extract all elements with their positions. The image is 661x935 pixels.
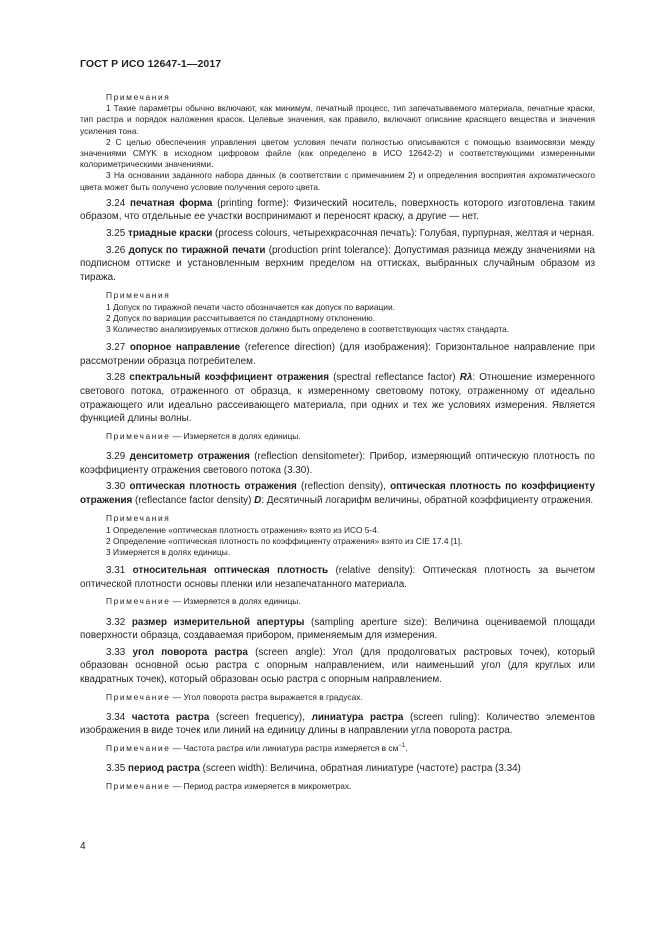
- note-text: — Частота растра или линиатура растра измеряется в см: [170, 742, 399, 753]
- term-definition: (production print tolerance): Допустимая разница между значениями на подписном оттиске и установленным верхним пределом на оттисках, выбранных случайным образом из тиража.: [80, 244, 595, 283]
- note-item: 1 Определение «оптическая плотность отражения» взято из ИСО 5-4.: [106, 524, 380, 535]
- term-name: денситометр отражения: [129, 450, 250, 462]
- note-item: 2 Определение «оптическая плотность по коэффициенту отражения» взято из CIE 17.4 [1].: [106, 535, 463, 546]
- term-definition: : Отношение измеренного светового потока, отраженного от образца, к измеренному световому потоку, отраженному от идеально отражающего или идеально рассеивающего материала, при одних и тех же условиях измерения. Является функцией длины волны.: [80, 372, 595, 425]
- note-3-34: [80, 743, 595, 754]
- term-name: оптическая плотность отражения: [129, 481, 297, 493]
- page-content: [80, 92, 595, 800]
- term-number: 3.33: [106, 646, 126, 658]
- page-number: 4: [80, 841, 86, 852]
- term-name: относительная оптическая плотность: [132, 565, 329, 577]
- term-number: 3.35: [106, 763, 126, 775]
- term-symbol: Rλ: [459, 372, 473, 384]
- term-name: опорное направление: [129, 342, 241, 354]
- term-english: (screen frequency),: [209, 711, 312, 723]
- term-3-25: [80, 227, 595, 241]
- term-number: 3.32: [106, 616, 126, 628]
- term-symbol: D: [254, 494, 262, 506]
- note-end: .: [405, 742, 408, 753]
- term-definition: : Десятичный логарифм величины, обратной коэффициенту отражения.: [261, 494, 594, 506]
- note-superscript: −1: [398, 743, 406, 750]
- note-item: 2 Допуск по вариации рассчитывается по стандартному отклонению.: [106, 312, 376, 323]
- note-3-33: [80, 692, 595, 703]
- notes-heading: Примечания: [106, 290, 171, 301]
- term-number: 3.25: [106, 228, 126, 240]
- term-definition: (process colours, четырехкрасочная печать): Голубая, пурпурная, желтая и черная.: [212, 228, 595, 240]
- term-3-27: [80, 341, 595, 368]
- term-number: 3.24: [106, 197, 126, 209]
- note-label: Примечание: [106, 691, 171, 702]
- term-name: угол поворота растра: [132, 646, 248, 658]
- note-text: — Измеряется в долях единицы.: [170, 430, 301, 441]
- term-definition: (reflection densitometer): Прибор, измеряющий оптическую плотность по коэффициенту отражения светового потока (3.30).: [80, 450, 596, 476]
- document-header: ГОСТ Р ИСО 12647-1—2017: [80, 58, 222, 70]
- note-item: 3 На основании заданного набора данных (в соответствии с примечанием 2) и определения восприятия ахроматического цвета может быть получено условие получения серого цвета.: [80, 170, 595, 192]
- term-english: (reflection density),: [296, 481, 391, 493]
- note-label: Примечание: [106, 742, 171, 753]
- term-3-31: [80, 564, 595, 591]
- term-3-30: [80, 480, 595, 507]
- term-definition: (reference direction) (для изображения): Горизонтальное направление при рассмотрении образца потребителем.: [80, 342, 595, 367]
- term-number: 3.29: [106, 450, 126, 462]
- term-number: 3.27: [106, 342, 126, 354]
- term-number: 3.28: [106, 372, 126, 384]
- note-3-31: [80, 596, 595, 607]
- note-3-35: [80, 781, 595, 792]
- note-item: 3 Измеряется в долях единицы.: [106, 546, 231, 557]
- note-label: Примечание: [106, 596, 171, 607]
- term-name: частота растра: [131, 711, 210, 723]
- note-item: 1 Такие параметры обычно включают, как минимум, печатный процесс, тип запечатываемого материала, печатные краски, тип растра и порядок наложения красок. Целевые значения, как правило, включают описание красящего вещества и значения усиления тона.: [80, 103, 595, 136]
- note-item: 2 С целью обеспечения управления цветом условия печати полностью описываются с помощью взаимосвязи между значениями CMYK в исходном цифровом файле (как определено в ИСО 12642-2) и соответствующими измеренными колориметрическими значениями.: [80, 136, 595, 170]
- note-text: — Период растра измеряется в микрометрах.: [170, 780, 352, 791]
- term-definition: (screen ruling): Количество элементов изображения в виде точек или линий на единицу длины в направлении угла поворота растра.: [80, 711, 595, 737]
- term-3-33: [80, 646, 595, 687]
- note-text: — Угол поворота растра выражается в градусах.: [170, 691, 363, 702]
- term-number: 3.31: [106, 565, 126, 577]
- term-number: 3.26: [106, 244, 126, 256]
- notes-top: [80, 92, 595, 193]
- term-name: размер измерительной апертуры: [131, 616, 305, 628]
- note-label: Примечание: [106, 430, 171, 441]
- term-3-26: [80, 244, 595, 285]
- note-label: Примечание: [106, 780, 171, 791]
- term-definition: (screen width): Величина, обратная линиатуре (частоте) растра (3.34): [199, 763, 521, 775]
- term-definition: (relative density): Оптическая плотность за вычетом оптической плотности основы пленки или незапечатанного материала.: [80, 565, 595, 590]
- term-english-alt: (reflectance factor density): [132, 494, 255, 506]
- term-number: 3.34: [106, 711, 126, 723]
- term-name: триадные краски: [127, 228, 213, 240]
- term-name: период растра: [127, 763, 200, 775]
- notes-3-30: [80, 513, 595, 558]
- notes-heading: Примечания: [106, 92, 171, 102]
- notes-heading: Примечания: [106, 513, 171, 524]
- term-3-28: [80, 371, 595, 425]
- term-english: (spectral reflectance factor): [329, 372, 460, 384]
- term-3-29: [80, 450, 595, 477]
- term-definition: (printing forme): Физический носитель, поверхность которого изготовлена таким образом, что отдельные ее участки воспринимают и переносят краску, а другие — нет.: [80, 197, 595, 223]
- note-item: 3 Количество анализируемых оттисков должно быть определено в соответствующих частях стандарта.: [106, 324, 510, 334]
- term-3-24: [80, 197, 595, 224]
- term-3-34: [80, 711, 595, 738]
- notes-3-26: [80, 290, 595, 335]
- term-definition: (screen angle): Угол (для продолговатых растровых точек), который образован основной осью растра с опорным направлением, или наименьший угол (для круглых или квадратных точек), который образован осью растра с опорным направлением.: [80, 646, 595, 685]
- note-3-28: [80, 431, 595, 442]
- note-text: — Измеряется в долях единицы.: [170, 596, 301, 607]
- term-name-alt: линиатура растра: [311, 711, 404, 723]
- term-name-alt: оптическая плотность по коэффициенту отражения: [80, 481, 595, 506]
- term-definition: (sampling aperture size): Величина оцениваемой площади поверхности образца, создаваемая прибором, применяемым для измерения.: [80, 616, 595, 642]
- note-item: 1 Допуск по тиражной печати часто обозначается как допуск по вариации.: [106, 301, 395, 312]
- term-name: печатная форма: [129, 197, 213, 209]
- term-name: допуск по тиражной печати: [128, 244, 266, 256]
- term-3-35: [80, 762, 595, 776]
- term-3-32: [80, 616, 595, 643]
- term-name: спектральный коэффициент отражения: [129, 372, 329, 384]
- term-number: 3.30: [106, 481, 126, 493]
